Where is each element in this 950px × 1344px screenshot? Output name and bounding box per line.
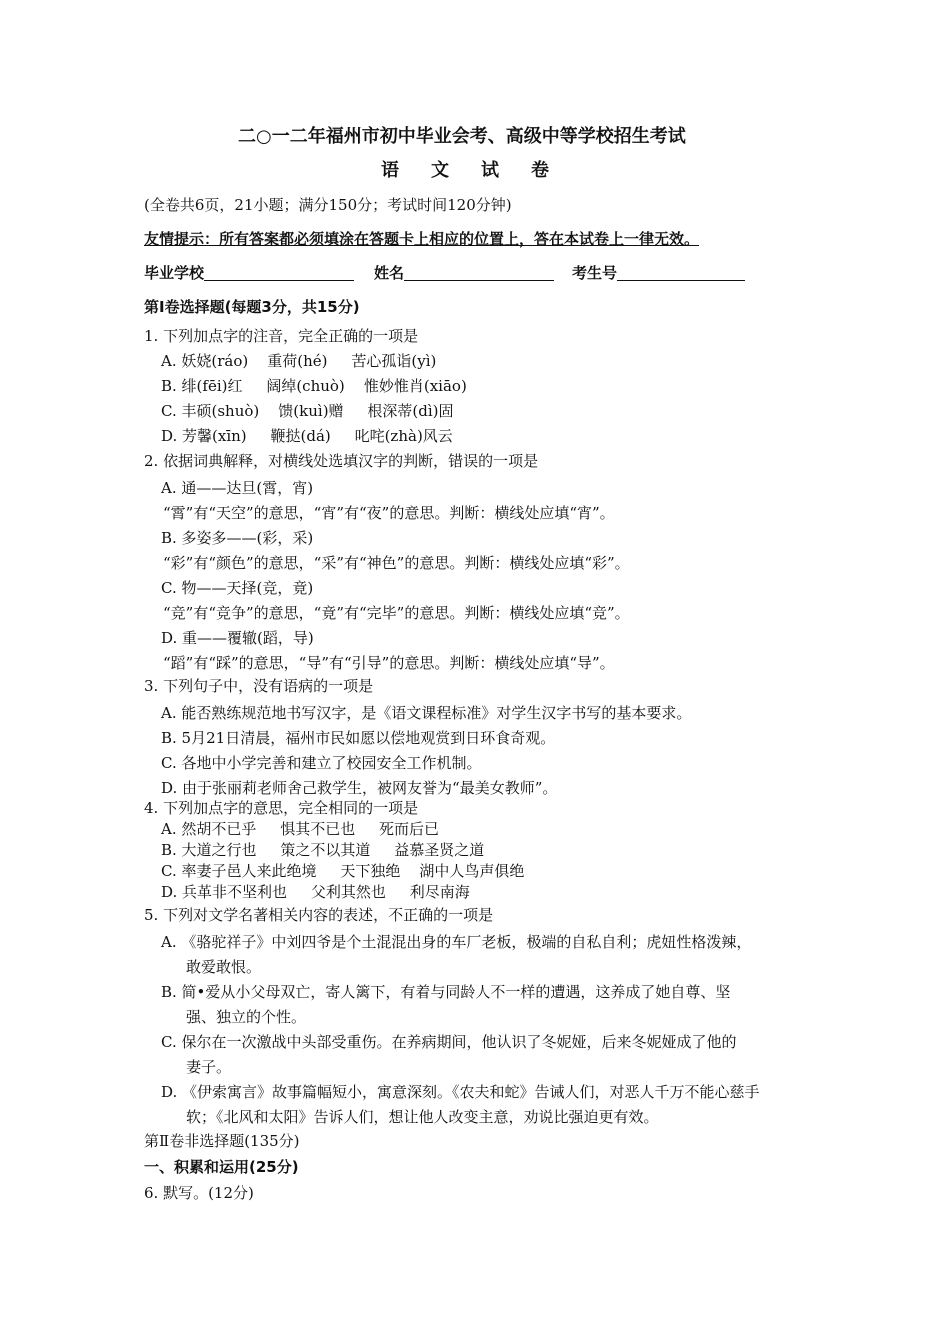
q6-stem: 6. 默写。(12分) xyxy=(144,1184,254,1202)
student-fields-row xyxy=(144,266,745,281)
q1-stem: 1. 下列加点字的注音，完全正确的一项是 xyxy=(144,327,419,345)
q2-option-d: D. 重——覆辙(蹈，导) xyxy=(161,629,314,647)
exam-number-blank[interactable] xyxy=(617,266,745,281)
q5-option-d-line2: 软；《北风和太阳》告诉人们，想让他人改变主意，劝说比强迫更有效。 xyxy=(186,1108,659,1126)
q2-option-a: A. 通——达旦(霄，宵) xyxy=(161,479,314,497)
q3-option-d: D. 由于张丽莉老师舍己救学生，被网友誉为“最美女教师”。 xyxy=(161,779,558,797)
q3-option-a: A. 能否熟练规范地书写汉字，是《语文课程标准》对学生汉字书写的基本要求。 xyxy=(161,704,692,722)
q4-stem: 4. 下列加点字的意思，完全相同的一项是 xyxy=(144,799,419,817)
q2-option-c-note: “竞”有“竞争”的意思，“竟”有“完毕”的意思。判断：横线处应填“竞”。 xyxy=(163,604,630,622)
q4-option-d: D. 兵革非不坚利也 父利其然也 利尽南海 xyxy=(161,883,470,901)
name-blank[interactable] xyxy=(404,266,554,281)
exam-number-label: 考生号 xyxy=(572,264,618,282)
q4-option-a: A. 然胡不已乎 惧其不已也 死而后已 xyxy=(161,820,440,838)
q5-option-c-line2: 妻子。 xyxy=(186,1058,232,1076)
section2-part1-title: 一、积累和运用(25分) xyxy=(144,1158,299,1176)
name-label: 姓名 xyxy=(374,264,405,282)
exam-notice: 友情提示：所有答案都必须填涂在答题卡上相应的位置上，答在本试卷上一律无效。 xyxy=(144,230,700,248)
q2-option-c: C. 物——天择(竞，竟) xyxy=(161,579,314,597)
q3-stem: 3. 下列句子中，没有语病的一项是 xyxy=(144,677,374,695)
q2-option-b-note: “彩”有“颜色”的意思，“采”有“神色”的意思。判断：横线处应填“彩”。 xyxy=(163,554,630,572)
exam-subtitle: 语文试卷 xyxy=(381,160,581,181)
q3-option-b: B. 5月21日清晨，福州市民如愿以偿地观赏到日环食奇观。 xyxy=(161,729,556,747)
exam-info: (全卷共6页，21小题；满分150分；考试时间120分钟) xyxy=(144,196,512,214)
q2-option-d-note: “蹈”有“踩”的意思，“导”有“引导”的意思。判断：横线处应填“导”。 xyxy=(163,654,615,672)
school-label: 毕业学校 xyxy=(144,264,205,282)
q5-option-c-line1: C. 保尔在一次激战中头部受重伤。在养病期间，他认识了冬妮娅，后来冬妮娅成了他的 xyxy=(161,1033,737,1051)
q4-option-b: B. 大道之行也 策之不以其道 益慕圣贤之道 xyxy=(161,841,485,859)
q5-option-a-line2: 敢爱敢恨。 xyxy=(186,958,262,976)
q1-option-a: A. 妖娆(ráo) 重荷(hé) 苦心孤诣(yì) xyxy=(161,352,437,370)
section1-title: 第Ⅰ卷选择题(每题3分，共15分) xyxy=(144,298,360,316)
q5-option-b-line1: B. 简•爱从小父母双亡，寄人篱下，有着与同龄人不一样的遭遇，这养成了她自尊、坚 xyxy=(161,983,731,1001)
q2-option-b: B. 多姿多——(彩，采) xyxy=(161,529,314,547)
q2-option-a-note: “霄”有“天空”的意思，“宵”有“夜”的意思。判断：横线处应填“宵”。 xyxy=(163,504,615,522)
school-blank[interactable] xyxy=(204,266,354,281)
q1-option-c: C. 丰硕(shuò) 馈(kuì)赠 根深蒂(dì)固 xyxy=(161,402,454,420)
section2-title: 第Ⅱ卷非选择题(135分) xyxy=(144,1132,300,1150)
q2-stem: 2. 依据词典解释，对横线处选填汉字的判断，错误的一项是 xyxy=(144,452,539,470)
q3-option-c: C. 各地中小学完善和建立了校园安全工作机制。 xyxy=(161,754,482,772)
exam-title: 二○一二年福州市初中毕业会考、高级中等学校招生考试 xyxy=(238,126,686,147)
q4-option-c: C. 率妻子邑人来此绝境 天下独绝 湖中人鸟声俱绝 xyxy=(161,862,525,880)
q5-option-d-line1: D. 《伊索寓言》故事篇幅短小，寓意深刻。《农夫和蛇》告诫人们，对恶人千万不能心慈手 xyxy=(161,1083,760,1101)
q5-option-b-line2: 强、独立的个性。 xyxy=(186,1008,307,1026)
q1-option-d: D. 芳馨(xīn) 鞭挞(dá) 叱咤(zhà)风云 xyxy=(161,427,453,445)
q5-option-a-line1: A. 《骆驼祥子》中刘四爷是个土混混出身的车厂老板，极端的自私自利；虎妞性格泼辣， xyxy=(161,933,752,951)
q1-option-b: B. 绯(fēi)红 阔绰(chuò) 惟妙惟肖(xiāo) xyxy=(161,377,467,395)
q5-stem: 5. 下列对文学名著相关内容的表述，不正确的一项是 xyxy=(144,906,494,924)
